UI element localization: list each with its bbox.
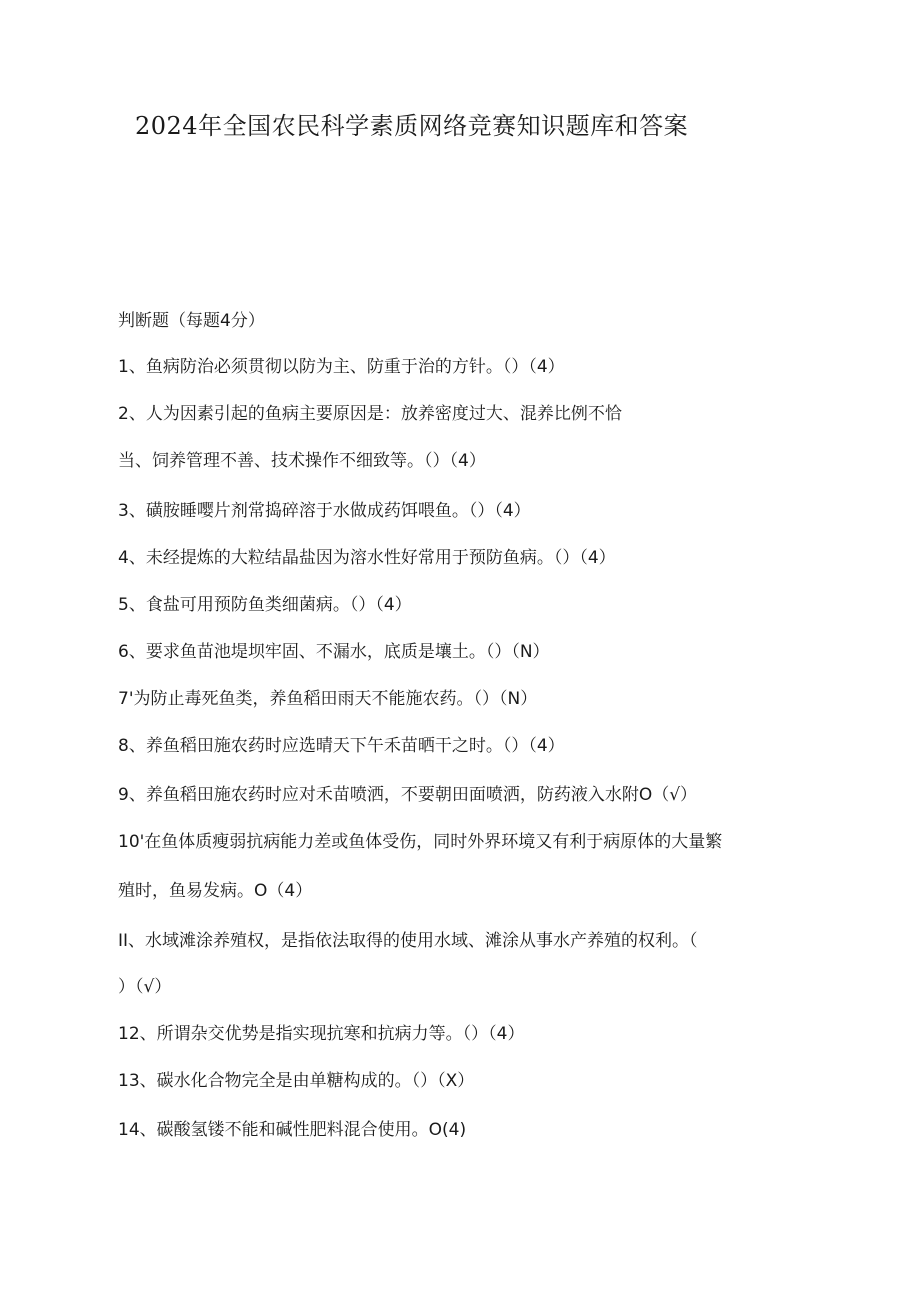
question-11-line-1: II、水域滩涂养殖权，是指依法取得的使用水域、滩涂从事水产养殖的权利。（ — [118, 931, 698, 951]
question-6: 6、要求鱼苗池堤坝牢固、不漏水，底质是壤土。（）（N） — [118, 642, 550, 662]
question-13: 13、碳水化合物完全是由单糖构成的。（）（X） — [118, 1071, 475, 1091]
question-1: 1、鱼病防治必须贯彻以防为主、防重于治的方针。（）（4） — [118, 357, 565, 377]
question-9: 9、养鱼稻田施农药时应对禾苗喷洒，不要朝田面喷洒，防药液入水附O（√） — [118, 785, 698, 805]
page-title: 2024年全国农民科学素质网络竞赛知识题库和答案 — [135, 112, 689, 140]
question-7: 7'为防止毒死鱼类，养鱼稻田雨天不能施农药。（）（N） — [118, 689, 538, 709]
question-14: 14、碳酸氢镂不能和碱性肥料混合使用。O(4) — [118, 1120, 467, 1140]
question-2-line-1: 2、人为因素引起的鱼病主要原因是：放养密度过大、混养比例不恰 — [118, 404, 622, 424]
question-10-line-1: 10'在鱼体质瘦弱抗病能力差或鱼体受伤，同时外界环境又有利于病原体的大量繁 — [118, 832, 723, 852]
question-4: 4、未经提炼的大粒结晶盐因为溶水性好常用于预防鱼病。（）（4） — [118, 548, 616, 568]
question-2-line-2: 当、饲养管理不善、技术操作不细致等。（）（4） — [118, 451, 486, 471]
question-3: 3、磺胺睡嘤片剂常捣碎溶于水做成药饵喂鱼。（）（4） — [118, 501, 531, 521]
question-8: 8、养鱼稻田施农药时应选晴天下午禾苗晒干之时。（）（4） — [118, 736, 565, 756]
question-12: 12、所谓杂交优势是指实现抗寒和抗病力等。（）（4） — [118, 1024, 525, 1044]
section-heading: 判断题（每题4分） — [118, 311, 265, 331]
question-5: 5、食盐可用预防鱼类细菌病。（）（4） — [118, 595, 412, 615]
question-10-line-2: 殖时，鱼易发病。O（4） — [118, 881, 313, 901]
question-11-line-2: ）（√） — [118, 977, 172, 997]
